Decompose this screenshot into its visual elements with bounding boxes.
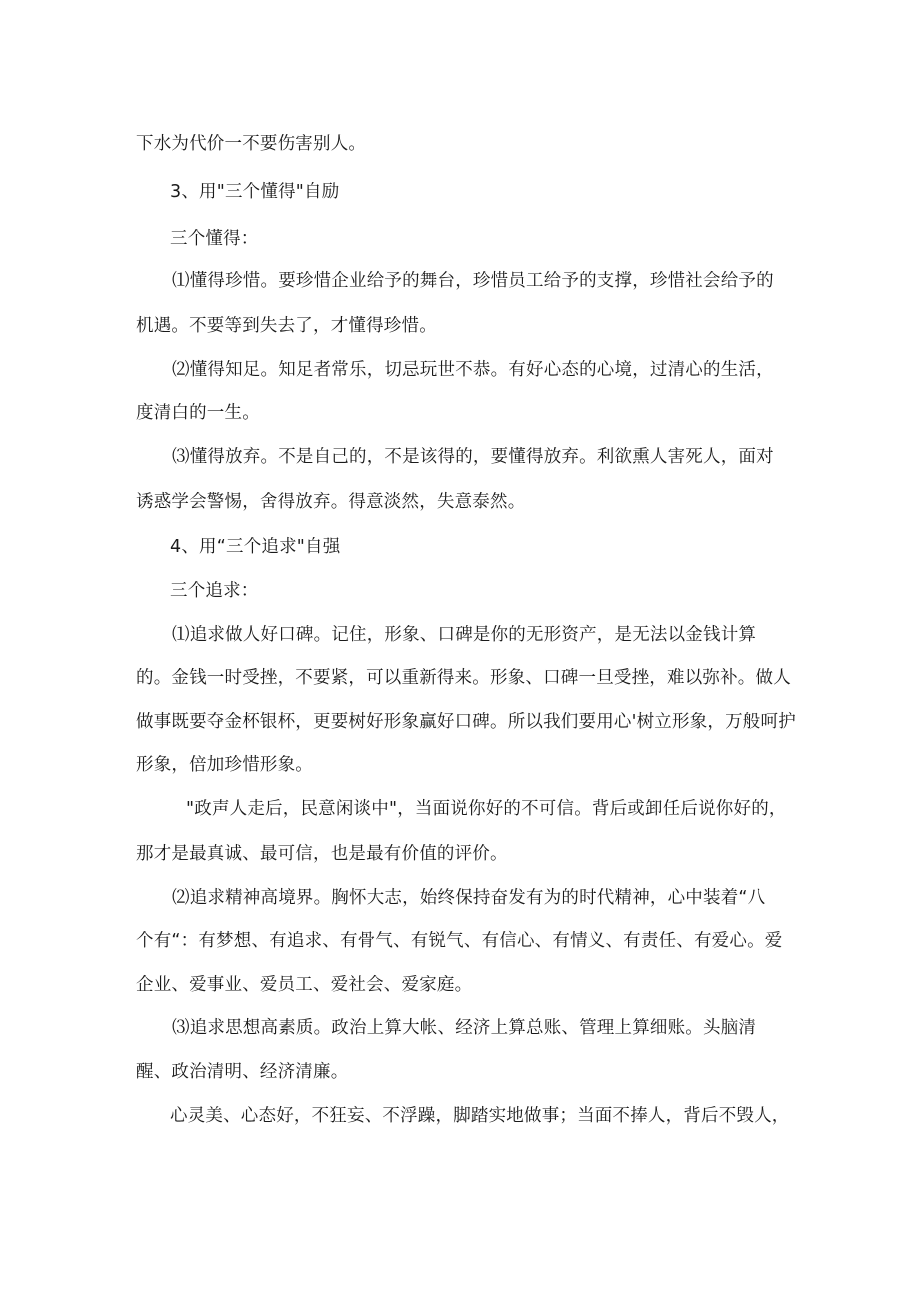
text-line: 醒、政治清明、经济清廉。 xyxy=(136,1062,349,1082)
section-heading: 3、用"三个懂得"自励 xyxy=(170,182,340,202)
text-line: ⑶懂得放弃。不是自己的，不是该得的，要懂得放弃。利欲熏人害死人，面对 xyxy=(172,447,774,467)
text-line: 下水为代价一不要伤害别人。 xyxy=(136,134,367,154)
text-line: ⑵懂得知足。知足者常乐，切忌玩世不恭。有好心态的心境，过清心的生活， xyxy=(172,360,774,380)
text-line: ⑴追求做人好口碑。记住，形象、口碑是你的无形资产，是无法以金钱计算 xyxy=(172,625,757,645)
subsection-label: 三个追求： xyxy=(170,581,259,601)
text-line: ⑵追求精神高境界。胸怀大志，始终保持奋发有为的时代精神，心中装着“八 xyxy=(172,888,766,908)
text-line: 心灵美、心态好，不狂妄、不浮躁，脚踏实地做事；当面不捧人，背后不毁人， xyxy=(170,1106,790,1126)
text-line: 形象，倍加珍惜形象。 xyxy=(136,755,313,775)
text-line: ⑶追求思想高素质。政治上算大帐、经济上算总账、管理上算细账。头脑清 xyxy=(172,1018,757,1038)
quote-line: "政声人走后，民意闲谈中"，当面说你好的不可信。背后或卸任后说你好的， xyxy=(186,799,787,819)
subsection-label: 三个懂得： xyxy=(170,229,259,249)
text-line: 诱惑学会警惕，舍得放弃。得意淡然，失意泰然。 xyxy=(136,492,526,512)
text-line: 企业、爱事业、爱员工、爱社会、爱家庭。 xyxy=(136,975,473,995)
text-line: 个有“：有梦想、有追求、有骨气、有锐气、有信心、有情义、有责任、有爱心。爱 xyxy=(136,931,783,951)
text-line: 机遇。不要等到失去了，才懂得珍惜。 xyxy=(136,316,437,336)
text-line: 做事既要夺金杯银杯，更要树好形象赢好口碑。所以我们要用心'树立形象，万般呵护 xyxy=(136,712,796,732)
text-line: 那才是最真诚、最可信，也是最有价值的评价。 xyxy=(136,844,508,864)
section-heading: 4、用“三个追求"自强 xyxy=(170,537,341,557)
text-line: 的。金钱一时受挫，不要紧，可以重新得来。形象、口碑一旦受挫，难以弥补。做人 xyxy=(136,668,791,688)
text-line: 度清白的一生。 xyxy=(136,403,260,423)
text-line: ⑴懂得珍惜。要珍惜企业给予的舞台，珍惜员工给予的支撑，珍惜社会给予的 xyxy=(172,271,774,291)
